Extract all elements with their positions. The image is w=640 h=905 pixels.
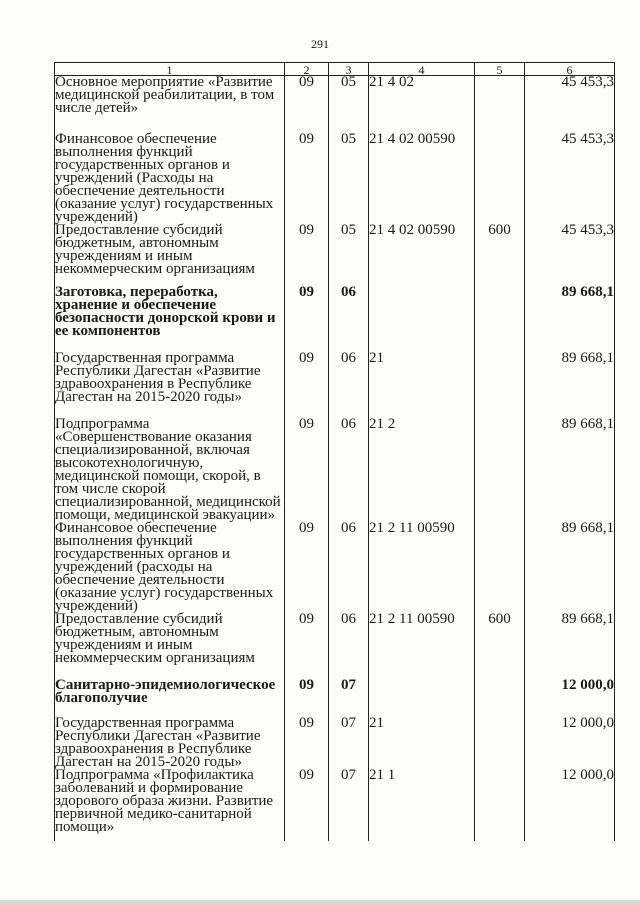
row-target-article <box>369 286 475 352</box>
row-subsection: 06 <box>329 286 369 352</box>
row-subsection: 06 <box>329 613 369 679</box>
row-amount: 89 668,1 <box>525 352 615 418</box>
row-section: 09 <box>285 769 329 841</box>
row-expense-type <box>475 133 525 224</box>
column-header: 2 <box>285 63 329 76</box>
row-target-article: 21 4 02 00590 <box>369 133 475 224</box>
row-expense-type: 600 <box>475 224 525 286</box>
row-section: 09 <box>285 286 329 352</box>
row-name: Государственная программа Республики Дагестан «Развитие здравоохранения в Республике Дагестан на 2015-2020 годы» <box>55 717 285 769</box>
row-section: 09 <box>285 352 329 418</box>
row-section: 09 <box>285 224 329 286</box>
row-subsection: 07 <box>329 717 369 769</box>
table-row <box>55 679 615 717</box>
row-amount: 89 668,1 <box>525 613 615 679</box>
scan-edge <box>0 900 640 905</box>
row-subsection: 05 <box>329 133 369 224</box>
column-header: 1 <box>55 63 285 76</box>
row-section: 09 <box>285 418 329 522</box>
row-name: Санитарно-эпидемиологическое благополучие <box>55 679 285 717</box>
table-row <box>55 522 615 613</box>
row-amount: 45 453,3 <box>525 224 615 286</box>
row-name: Подпрограмма «Профилактика заболеваний и формирование здорового образа жизни. Развитие первичной медико-санитарной помощи» <box>55 769 285 841</box>
row-subsection: 06 <box>329 418 369 522</box>
row-name: Основное мероприятие «Развитие медицинской реабилитации, в том числе детей» <box>55 76 285 133</box>
table-row <box>55 76 615 133</box>
row-expense-type <box>475 352 525 418</box>
row-target-article: 21 <box>369 717 475 769</box>
budget-table <box>54 62 615 841</box>
row-target-article: 21 2 <box>369 418 475 522</box>
row-expense-type <box>475 522 525 613</box>
row-expense-type: 600 <box>475 613 525 679</box>
row-expense-type <box>475 769 525 841</box>
column-header: 5 <box>475 63 525 76</box>
table-row <box>55 613 615 679</box>
table-row <box>55 352 615 418</box>
row-name: Финансовое обеспечение выполнения функций государственных органов и учреждений (Расходы на обеспечение деятельности (оказание услуг) государственных учреждений) <box>55 133 285 224</box>
row-section: 09 <box>285 133 329 224</box>
table-row <box>55 418 615 522</box>
table-row <box>55 286 615 352</box>
row-amount: 45 453,3 <box>525 76 615 133</box>
row-target-article <box>369 679 475 717</box>
row-expense-type <box>475 679 525 717</box>
row-subsection: 05 <box>329 76 369 133</box>
row-target-article: 21 4 02 00590 <box>369 224 475 286</box>
row-section: 09 <box>285 717 329 769</box>
table-row <box>55 224 615 286</box>
row-amount: 89 668,1 <box>525 418 615 522</box>
row-subsection: 06 <box>329 522 369 613</box>
row-amount: 45 453,3 <box>525 133 615 224</box>
row-expense-type <box>475 418 525 522</box>
row-name: Подпрограмма «Совершенствование оказания специализированной, включая высокотехнологичную, медицинской помощи, скорой, в том числе скорой специализированной, медицинской помощи, медицинской эвакуации» <box>55 418 285 522</box>
row-target-article: 21 2 11 00590 <box>369 522 475 613</box>
row-name: Государственная программа Республики Дагестан «Развитие здравоохранения в Республике Дагестан на 2015-2020 годы» <box>55 352 285 418</box>
row-name: Предоставление субсидий бюджетным, автономным учреждениям и иным некоммерческим организациям <box>55 224 285 286</box>
row-expense-type <box>475 76 525 133</box>
table-row <box>55 769 615 841</box>
row-amount: 89 668,1 <box>525 522 615 613</box>
row-name: Предоставление субсидий бюджетным, автономным учреждениям и иным некоммерческим организациям <box>55 613 285 679</box>
row-target-article: 21 4 02 <box>369 76 475 133</box>
row-subsection: 07 <box>329 679 369 717</box>
row-amount: 12 000,0 <box>525 679 615 717</box>
row-section: 09 <box>285 679 329 717</box>
row-section: 09 <box>285 613 329 679</box>
row-expense-type <box>475 717 525 769</box>
row-expense-type <box>475 286 525 352</box>
row-target-article: 21 2 11 00590 <box>369 613 475 679</box>
row-amount: 12 000,0 <box>525 769 615 841</box>
row-name: Заготовка, переработка, хранение и обеспечение безопасности донорской крови и ее компонентов <box>55 286 285 352</box>
table-row <box>55 133 615 224</box>
row-subsection: 06 <box>329 352 369 418</box>
row-subsection: 05 <box>329 224 369 286</box>
row-amount: 89 668,1 <box>525 286 615 352</box>
row-section: 09 <box>285 76 329 133</box>
column-header: 3 <box>329 63 369 76</box>
row-target-article: 21 <box>369 352 475 418</box>
row-subsection: 07 <box>329 769 369 841</box>
row-name: Финансовое обеспечение выполнения функций государственных органов и учреждений (расходы на обеспечение деятельности (оказание услуг) государственных учреждений) <box>55 522 285 613</box>
column-header: 6 <box>525 63 615 76</box>
column-header: 4 <box>369 63 475 76</box>
row-target-article: 21 1 <box>369 769 475 841</box>
row-amount: 12 000,0 <box>525 717 615 769</box>
row-section: 09 <box>285 522 329 613</box>
table-row <box>55 717 615 769</box>
page-number: 291 <box>311 37 329 51</box>
